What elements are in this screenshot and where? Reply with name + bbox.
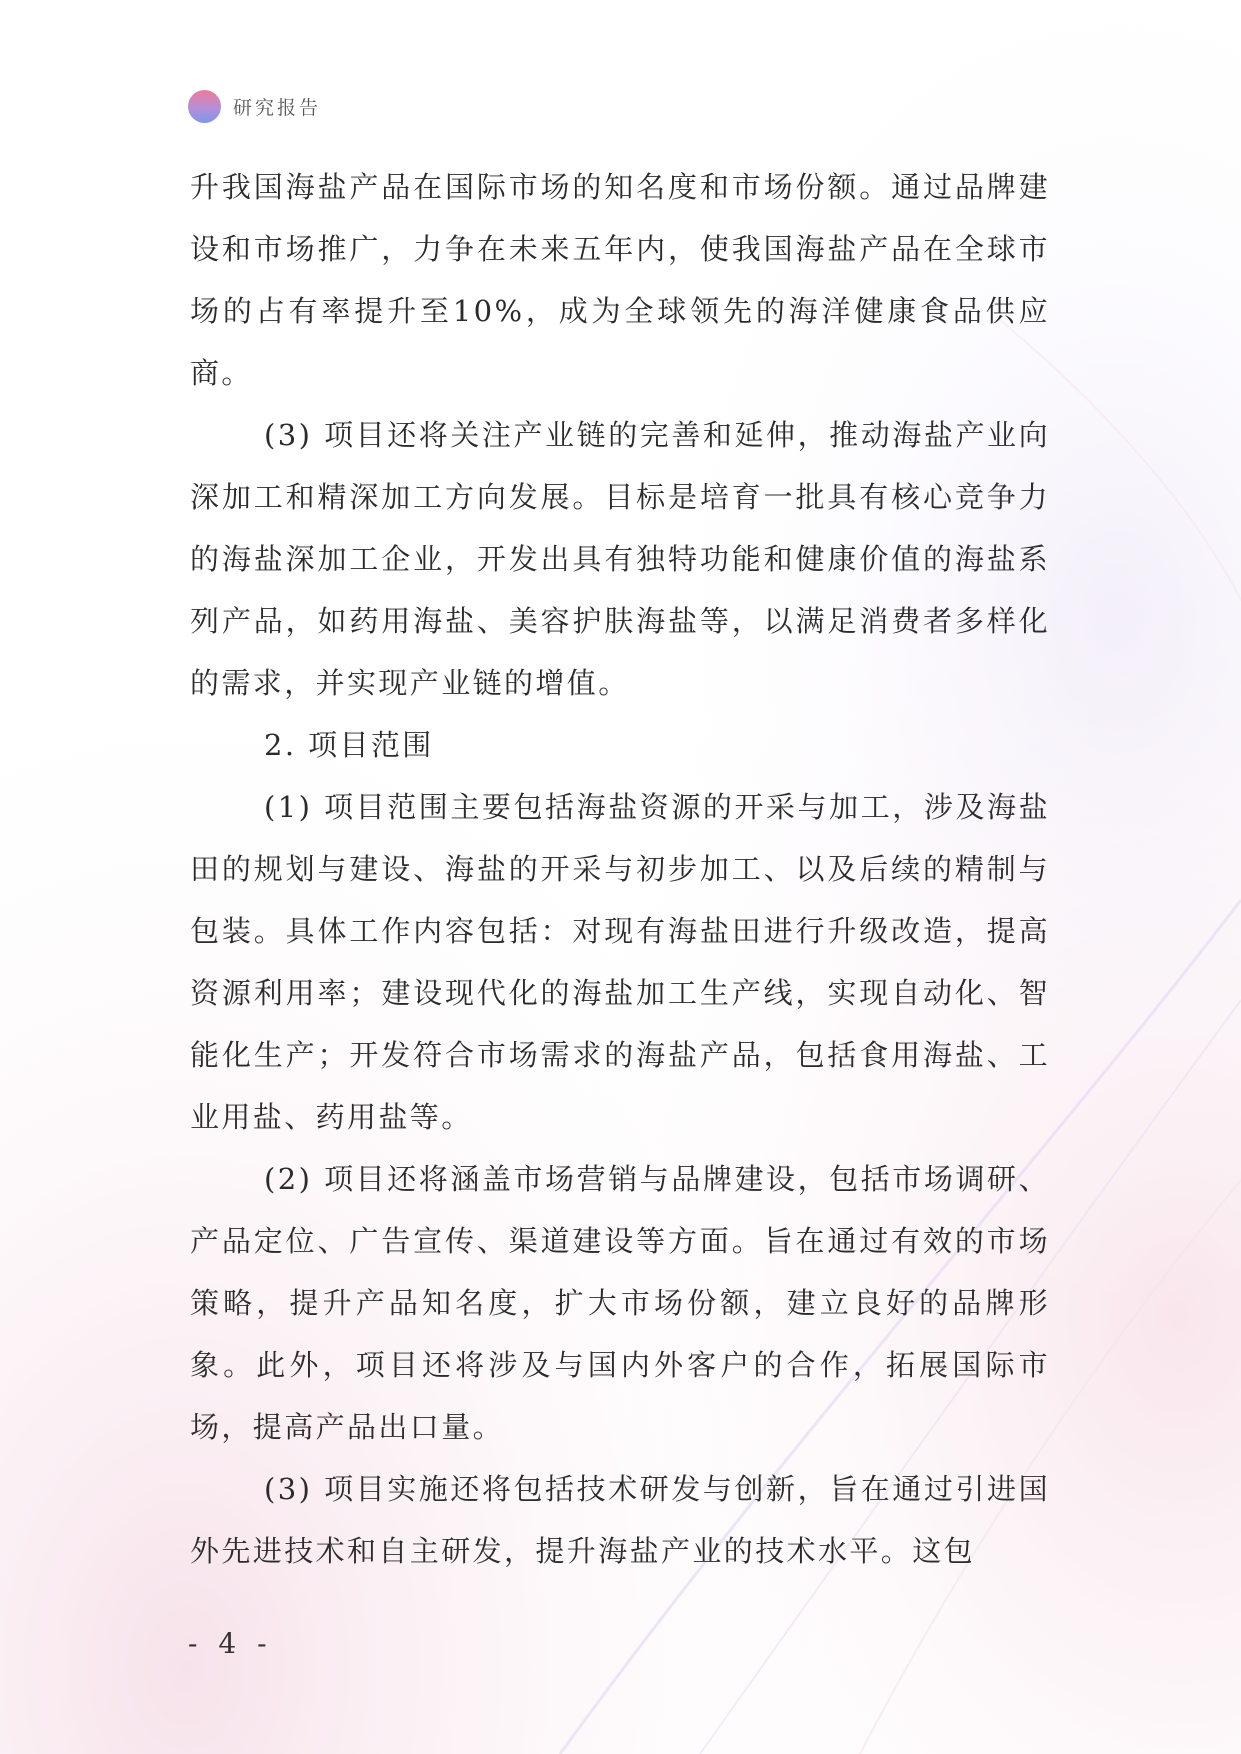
- paragraph: (1) 项目范围主要包括海盐资源的开采与加工，涉及海盐田的规划与建设、海盐的开采与初步加工、以及后续的精制与包装。具体工作内容包括：对现有海盐田进行升级改造，提高资源利用率；建设现代化的海盐加工生产线，实现自动化、智能化生产；开发符合市场需求的海盐产品，包括食用海盐、工业用盐、药用盐等。: [190, 790, 1050, 1134]
- logo-circle-icon: [188, 90, 221, 123]
- header-title: 研究报告: [233, 96, 322, 119]
- section-heading: 2. 项目范围: [264, 728, 434, 762]
- document-header: [188, 88, 321, 124]
- paragraph: (3) 项目还将关注产业链的完善和延伸，推动海盐产业向深加工和精深加工方向发展。目标是培育一批具有核心竞争力的海盐深加工企业，开发出具有独特功能和健康价值的海盐系列产品，如药用海盐、美容护肤海盐等，以满足消费者多样化的需求，并实现产业链的增值。: [190, 418, 1050, 700]
- paragraph: (2) 项目还将涵盖市场营销与品牌建设，包括市场调研、产品定位、广告宣传、渠道建设等方面。旨在通过有效的市场策略，提升产品知名度，扩大市场份额，建立良好的品牌形象。此外，项目还将涉及与国内外客户的合作，拓展国际市场，提高产品出口量。: [190, 1162, 1050, 1444]
- paragraph: 升我国海盐产品在国际市场的知名度和市场份额。通过品牌建设和市场推广，力争在未来五年内，使我国海盐产品在全球市场的占有率提升至10%，成为全球领先的海洋健康食品供应商。: [190, 170, 1050, 390]
- document-body: [190, 156, 1050, 1582]
- paragraph: (3) 项目实施还将包括技术研发与创新，旨在通过引进国外先进技术和自主研发，提升海盐产业的技术水平。这包: [190, 1472, 1050, 1568]
- page-number: - 4 -: [188, 1627, 273, 1660]
